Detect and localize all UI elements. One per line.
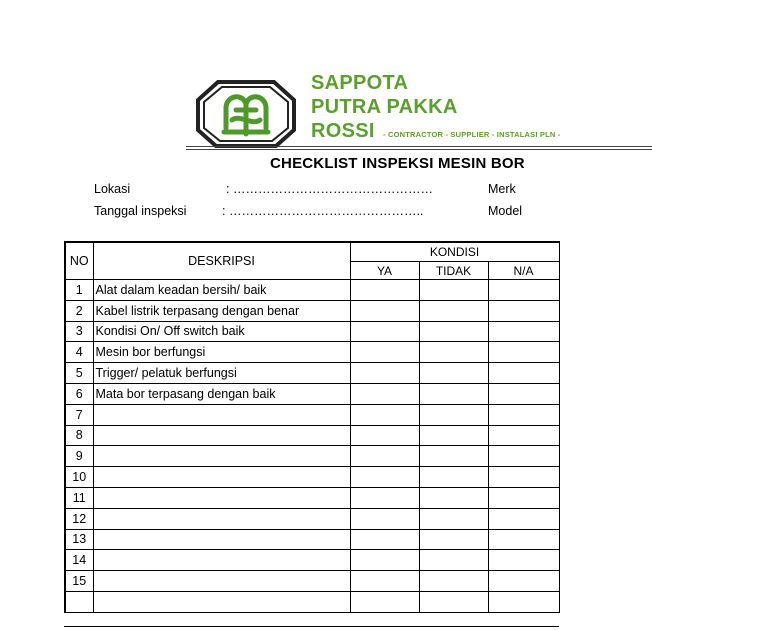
company-name-line1: SAPPOTA xyxy=(311,72,409,94)
checkbox-cell-na[interactable] xyxy=(488,404,559,425)
row-description: Kondisi On/ Off switch baik xyxy=(93,321,350,342)
checkbox-cell-tidak[interactable] xyxy=(419,446,488,467)
table-row xyxy=(65,300,559,321)
checkbox-cell-ya[interactable] xyxy=(350,529,419,550)
tanggal-label: Tanggal inspeksi xyxy=(94,204,187,218)
checkbox-cell-na[interactable] xyxy=(488,321,559,342)
checkbox-cell-ya[interactable] xyxy=(350,383,419,404)
model-label: Model xyxy=(488,204,523,218)
checkbox-cell-ya[interactable] xyxy=(350,300,419,321)
checkbox-cell-na[interactable] xyxy=(488,363,559,384)
checkbox-cell-tidak[interactable] xyxy=(419,571,488,592)
checkbox-cell-tidak[interactable] xyxy=(419,529,488,550)
row-number: 5 xyxy=(65,363,93,384)
header-deskripsi: DESKRIPSI xyxy=(93,242,350,280)
row-number: 14 xyxy=(65,550,93,571)
checkbox-cell-tidak[interactable] xyxy=(419,425,488,446)
row-number: 8 xyxy=(65,425,93,446)
checkbox-cell-ya[interactable] xyxy=(350,508,419,529)
row-description xyxy=(93,487,350,508)
checkbox-cell-tidak[interactable] xyxy=(419,280,488,301)
table-row xyxy=(65,280,559,301)
checkbox-cell-tidak[interactable] xyxy=(419,487,488,508)
table-row xyxy=(65,383,559,404)
checkbox-cell-ya[interactable] xyxy=(350,550,419,571)
checkbox-cell-na[interactable] xyxy=(488,446,559,467)
header-divider xyxy=(186,146,652,147)
row-number: 15 xyxy=(65,571,93,592)
table-row xyxy=(65,591,559,612)
checkbox-cell-tidak[interactable] xyxy=(419,342,488,363)
tanggal-value: : ……………………………………….. xyxy=(222,204,424,218)
checkbox-cell-tidak[interactable] xyxy=(419,467,488,488)
row-description xyxy=(93,446,350,467)
checklist-table xyxy=(64,241,560,613)
checkbox-cell-ya[interactable] xyxy=(350,487,419,508)
bottom-divider xyxy=(64,626,559,627)
row-number: 13 xyxy=(65,529,93,550)
table-row xyxy=(65,508,559,529)
checkbox-cell-na[interactable] xyxy=(488,300,559,321)
checkbox-cell-tidak[interactable] xyxy=(419,321,488,342)
checkbox-cell-ya[interactable] xyxy=(350,342,419,363)
table-row xyxy=(65,467,559,488)
company-tagline: - CONTRACTOR - SUPPLIER - INSTALASI PLN - xyxy=(383,130,561,139)
table-row xyxy=(65,425,559,446)
checkbox-cell-na[interactable] xyxy=(488,280,559,301)
document-title: CHECKLIST INSPEKSI MESIN BOR xyxy=(270,155,525,172)
row-description: Trigger/ pelatuk berfungsi xyxy=(93,363,350,384)
table-row xyxy=(65,487,559,508)
row-description xyxy=(93,404,350,425)
checkbox-cell-na[interactable] xyxy=(488,550,559,571)
checkbox-cell-tidak[interactable] xyxy=(419,591,488,612)
header-no: NO xyxy=(65,242,93,280)
checkbox-cell-ya[interactable] xyxy=(350,591,419,612)
checkbox-cell-tidak[interactable] xyxy=(419,550,488,571)
checkbox-cell-ya[interactable] xyxy=(350,467,419,488)
checkbox-cell-tidak[interactable] xyxy=(419,300,488,321)
table-row xyxy=(65,446,559,467)
row-description xyxy=(93,550,350,571)
row-number: 12 xyxy=(65,508,93,529)
row-number: 4 xyxy=(65,342,93,363)
checkbox-cell-ya[interactable] xyxy=(350,280,419,301)
merk-label: Merk xyxy=(488,182,516,196)
row-description xyxy=(93,467,350,488)
row-description: Mesin bor berfungsi xyxy=(93,342,350,363)
row-number: 10 xyxy=(65,467,93,488)
row-number: 3 xyxy=(65,321,93,342)
row-number: 7 xyxy=(65,404,93,425)
row-description xyxy=(93,508,350,529)
header-tidak: TIDAK xyxy=(419,262,488,280)
row-number: 9 xyxy=(65,446,93,467)
row-number xyxy=(65,591,93,612)
row-number: 6 xyxy=(65,383,93,404)
checkbox-cell-ya[interactable] xyxy=(350,571,419,592)
table-row xyxy=(65,529,559,550)
checkbox-cell-na[interactable] xyxy=(488,487,559,508)
table-row xyxy=(65,571,559,592)
checkbox-cell-na[interactable] xyxy=(488,508,559,529)
header-ya: YA xyxy=(350,262,419,280)
company-name-line3: ROSSI xyxy=(311,120,375,142)
checkbox-cell-ya[interactable] xyxy=(350,425,419,446)
header-divider xyxy=(186,149,652,150)
row-description xyxy=(93,571,350,592)
table-row xyxy=(65,342,559,363)
checkbox-cell-tidak[interactable] xyxy=(419,383,488,404)
lokasi-value: : ………………………………………… xyxy=(226,182,433,196)
lokasi-label: Lokasi xyxy=(94,182,131,196)
checkbox-cell-tidak[interactable] xyxy=(419,404,488,425)
row-number: 11 xyxy=(65,487,93,508)
checkbox-cell-na[interactable] xyxy=(488,467,559,488)
row-description: Alat dalam keadan bersih/ baik xyxy=(93,280,350,301)
row-description: Kabel listrik terpasang dengan benar xyxy=(93,300,350,321)
checkbox-cell-na[interactable] xyxy=(488,571,559,592)
header-na: N/A xyxy=(488,262,559,280)
header-kondisi: KONDISI xyxy=(350,242,559,262)
row-description xyxy=(93,529,350,550)
table-row xyxy=(65,550,559,571)
row-number: 2 xyxy=(65,300,93,321)
checkbox-cell-ya[interactable] xyxy=(350,404,419,425)
row-description: Mata bor terpasang dengan baik xyxy=(93,383,350,404)
company-name-line2: PUTRA PAKKA xyxy=(311,96,458,118)
row-description xyxy=(93,591,350,612)
table-row xyxy=(65,363,559,384)
row-description xyxy=(93,425,350,446)
checkbox-cell-na[interactable] xyxy=(488,529,559,550)
checkbox-cell-na[interactable] xyxy=(488,591,559,612)
checkbox-cell-na[interactable] xyxy=(488,383,559,404)
checkbox-cell-tidak[interactable] xyxy=(419,363,488,384)
checkbox-cell-ya[interactable] xyxy=(350,363,419,384)
checkbox-cell-na[interactable] xyxy=(488,342,559,363)
checkbox-cell-na[interactable] xyxy=(488,425,559,446)
checkbox-cell-ya[interactable] xyxy=(350,446,419,467)
row-number: 1 xyxy=(65,280,93,301)
table-row xyxy=(65,321,559,342)
checkbox-cell-tidak[interactable] xyxy=(419,508,488,529)
company-logo-icon xyxy=(196,80,296,148)
table-row xyxy=(65,404,559,425)
checkbox-cell-ya[interactable] xyxy=(350,321,419,342)
